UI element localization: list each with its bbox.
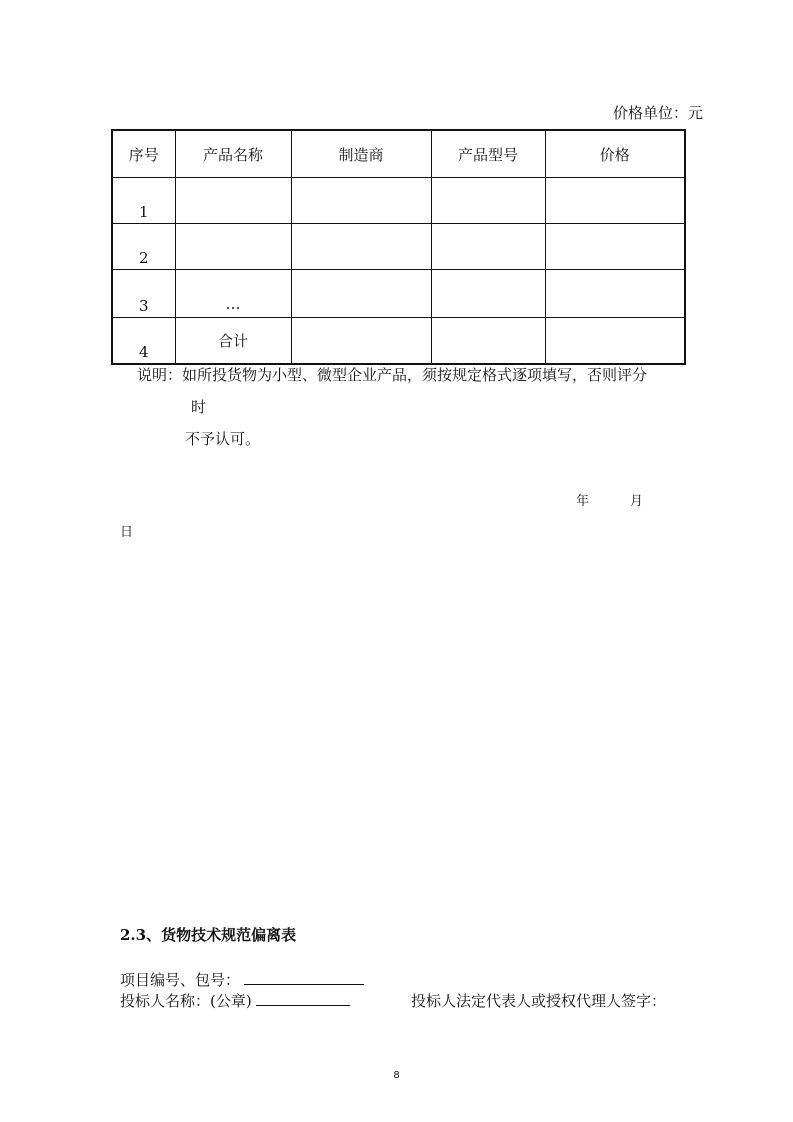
table-row [112,224,685,270]
table-header-row [112,130,685,178]
row-price [545,224,685,270]
note-line-3: 不予认可。 [185,430,261,448]
header-price: 价格 [545,130,685,178]
row-model [431,224,545,270]
row-index: 2 [112,224,175,270]
note-line-2: 时 [191,398,207,416]
representative-signature-label: 投标人法定代表人或授权代理人签字： [411,992,667,1010]
row-manufacturer [291,318,431,365]
row-product-name [175,178,291,224]
row-price [545,318,685,365]
table-row [112,270,685,318]
row-index: 1 [112,178,175,224]
row-index: 4 [112,318,175,365]
header-manufacturer: 制造商 [291,130,431,178]
note-line-1: 说明：如所投货物为小型、微型企业产品，须按规定格式逐项填写，否则评分 [137,366,648,384]
row-price [545,178,685,224]
row-index: 3 [112,270,175,318]
price-unit-label: 价格单位：元 [612,104,703,122]
date-year-label: 年 [576,494,590,509]
date-month-label: 月 [630,494,644,509]
representative-signature-field [411,990,666,1011]
table-row [112,178,685,224]
row-model [431,318,545,365]
row-manufacturer [291,270,431,318]
bidder-name-field [120,990,350,1011]
bidder-name-blank[interactable] [256,990,350,1006]
project-number-label: 项目编号、包号： [120,971,241,989]
header-model: 产品型号 [431,130,545,178]
project-number-blank[interactable] [244,969,364,985]
row-product-name [175,224,291,270]
row-model [431,178,545,224]
page-number: 8 [393,1070,400,1081]
row-model [431,270,545,318]
row-manufacturer [291,224,431,270]
row-product-name: 合计 [175,318,291,365]
row-manufacturer [291,178,431,224]
bidder-name-label: 投标人名称：(公章) [120,992,252,1010]
product-table [111,129,686,365]
section-title: 2.3、货物技术规范偏离表 [120,926,297,944]
header-product-name: 产品名称 [175,130,291,178]
table-row [112,318,685,365]
project-number-field [120,969,364,990]
row-price [545,270,685,318]
row-product-name: … [175,270,291,318]
header-index: 序号 [112,130,175,178]
date-day-label: 日 [120,525,134,540]
